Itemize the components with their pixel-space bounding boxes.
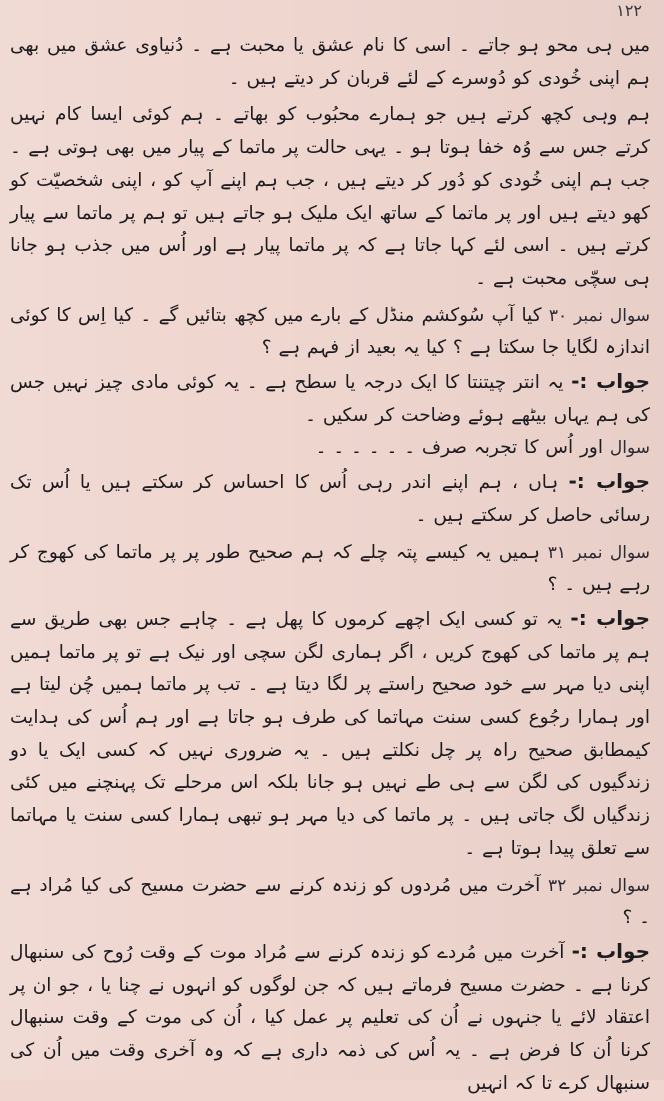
answer-32 [10, 935, 650, 1101]
question-31-label: سوال نمبر ۳۱ [547, 542, 650, 563]
question-label: سوال [609, 438, 650, 459]
question-32-text: آخرت میں مُردوں کو زندہ کرنے سے حضرت مسیح کی کیا مُراد ہے ۔ ؟ [10, 874, 650, 929]
page-body [10, 30, 650, 1101]
answer-30 [10, 365, 650, 432]
answer-label: جواب :- [570, 605, 651, 630]
answer-30-text: یہ انتر چیتنتا کا ایک درجہ یا سطح ہے ۔ یہ کوئی مادی چیز نہیں جس کی ہم یہاں بیٹھے ہوئے وضاحت کر سکیں ۔ [10, 372, 650, 426]
question-31 [10, 537, 650, 602]
question-30 [10, 300, 650, 365]
question-31-text: ہمیں یہ کیسے پتہ چلے کہ ہم صحیح طور پر پر ماتما کی کھوج کر رہے ہیں ۔ ؟ [10, 541, 650, 596]
question-30-label: سوال نمبر ۳۰ [548, 305, 650, 326]
answer-label: جواب :- [568, 469, 650, 494]
page-number: ۱۲۲ [616, 1, 642, 20]
question-30-followup [10, 432, 650, 465]
answer-30-followup [10, 465, 650, 532]
answer-label: جواب :- [571, 938, 650, 963]
question-32 [10, 870, 650, 935]
answer-30-followup-text: ہاں ، ہم اپنے اندر رہی اُس کا احساس کر سکتے ہیں یا اُس تک رسائی حاصل کر سکتے ہیں ۔ [10, 472, 650, 526]
answer-32-text: آخرت میں مُردے کو زندہ کرنے سے مُراد موت کے وقت رُوح کی سنبھال کرنا ہے ۔ حضرت مسیح فرماتے ہیں کہ جن لوگوں کو انہوں نے چنا یا ، جو ان پر اعتقاد لائے یا جنہوں نے اُن کی تعلیم پر عمل کیا ، اُن کی موت کے وقت سنبھال کرنا اُن کا فرض ہے ۔ یہ اُس کی ذمہ داری ہے کہ وہ آخری وقت میں اُن کی سنبھال کرے تا کہ انہیں [10, 941, 650, 1094]
paragraph-intro: میں ہی محو ہو جاتے ۔ اسی کا نام عشق یا محبت ہے ۔ دُنیاوی عشق میں بھی ہم اپنی خُودی کو دُوسرے کے لئے قربان کر دیتے ہیں ۔ [10, 35, 650, 89]
question-30-followup-text: اور اُس کا تجربہ صرف ۔ ۔ ۔ ۔ ۔ ۔ [315, 437, 603, 459]
question-30-text: کیا آپ سُوکشم منڈل کے بارے میں کچھ بتائیں گے ۔ کیا اِس کا کوئی اندازہ لگایا جا سکتا ہے ؟ کیا یہ بعید از فہم ہے ؟ [10, 304, 650, 359]
answer-31 [10, 602, 650, 866]
answer-label: جواب :- [571, 369, 650, 394]
question-32-label: سوال نمبر ۳۲ [548, 875, 651, 896]
answer-31-text: یہ تو کسی ایک اچھے کرموں کا پھل ہے ۔ چاہے جس بھی طریق سے ہم پر ماتما کی کھوج کریں ، اگر ہماری لگن سچی اور نیک ہے تو پر ماتما ہمیں اپنی دیا مہر سے خود صحیح راستے پر لگا دیتا ہے ۔ تب پر ماتما ہمیں چُن لیتا ہے اور ہمارا رجُوع کسی سنت مہاتما کی طرف ہو جاتا ہے اور ہم اُس کی ہدایت کیمطابق صحیح راہ پر چل نکلتے ہیں ۔ یہ ضروری نہیں کہ کسی ایک یا دو زندگیوں کی لگن سے ہی طے نہیں ہو جانا بلکہ اس مرحلے تک پہنچنے میں کئی زندگیاں لگ جاتی ہیں ۔ پر ماتما کی دیا مہر ہو تبھی ہمارا کسی سنت یا مہاتما سے تعلق پیدا ہوتا ہے ۔ [10, 608, 650, 859]
paragraph-love: ہم وہی کچھ کرتے ہیں جو ہمارے محبُوب کو بھاتے ۔ ہم کوئی ایسا کام نہیں کرتے جس سے وُہ خفا ہوتا ہو ۔ یہی حالت پر ماتما کے پیار میں بھی ہوتی ہے ۔ جب ہم اپنی خُودی کو دُور کر دیتے ہیں ، جب ہم اپنے آپ کو ، اپنی شخصیّت کو کھو دیتے ہیں اور پر ماتما کے ساتھ ایک ملیک ہو جاتے ہیں تو ہم پر ماتما سے پیار کرتے ہیں ۔ اسی لئے کہا جاتا ہے کہ پر ماتما پیار ہے اور اُس میں جذب ہو جانا ہی سچّی محبت ہے ۔ [10, 104, 650, 289]
